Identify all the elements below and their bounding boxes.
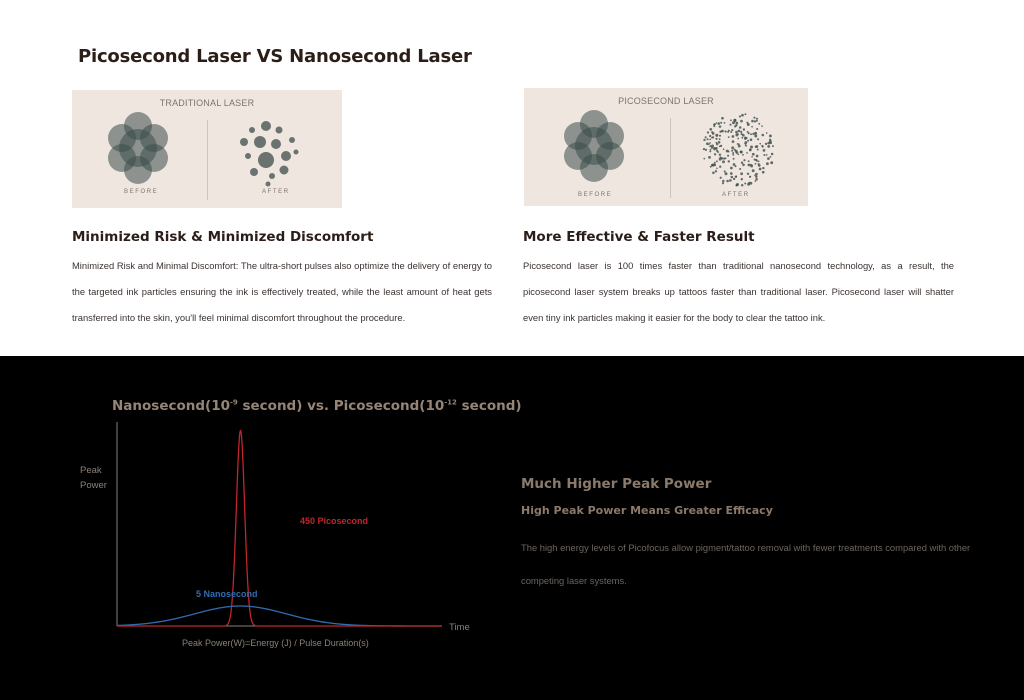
ink-dust-particle bbox=[730, 131, 732, 133]
after-caption: AFTER bbox=[722, 192, 750, 198]
ink-dust-particle bbox=[742, 134, 745, 137]
ink-dust-particle bbox=[732, 135, 735, 138]
ink-dust-particle bbox=[719, 125, 722, 128]
ink-dust-particle bbox=[714, 153, 716, 155]
ink-cluster-before bbox=[564, 110, 624, 182]
ink-dust-particle bbox=[759, 143, 761, 145]
ink-dust-particle bbox=[762, 171, 765, 174]
ink-dust-particle bbox=[767, 157, 770, 160]
picosecond-laser-illustration bbox=[524, 88, 808, 206]
ink-dust-particle bbox=[719, 153, 721, 155]
ink-dust-particle bbox=[762, 167, 764, 169]
ink-dust-particle bbox=[746, 122, 748, 124]
ink-dust-particle bbox=[723, 148, 725, 150]
ink-dust-particle bbox=[731, 129, 733, 131]
ink-dust-particle bbox=[742, 164, 745, 167]
ink-dust-particle bbox=[723, 157, 725, 159]
ink-dust-particle bbox=[749, 176, 751, 178]
peak-power-formula: Peak Power(W)=Energy (J) / Pulse Duration(s) bbox=[182, 638, 369, 648]
ink-dust-particle bbox=[715, 138, 717, 140]
ink-dust-particle bbox=[765, 143, 767, 145]
nanosecond-pulse-line bbox=[117, 606, 442, 626]
ink-dust-particle bbox=[720, 177, 722, 179]
ink-dust-particle bbox=[737, 138, 739, 140]
ink-fragments-after bbox=[240, 121, 299, 187]
ink-dust-particle bbox=[755, 163, 757, 165]
ink-dust-particle bbox=[756, 118, 758, 120]
ink-dust-particle bbox=[717, 122, 720, 125]
ink-dust-particle bbox=[710, 149, 712, 151]
ink-dust-particle bbox=[730, 176, 733, 179]
ink-dust-particle bbox=[763, 149, 766, 152]
ink-dust-particle bbox=[772, 145, 774, 147]
ink-dust-particle bbox=[712, 136, 714, 138]
ink-dust-particle bbox=[721, 158, 723, 160]
ink-dust-particle bbox=[739, 126, 742, 129]
ink-dust-particle bbox=[733, 178, 735, 180]
ink-dust-particle bbox=[714, 123, 716, 125]
ink-dust-particle bbox=[742, 154, 744, 156]
ink-dust-particle bbox=[733, 163, 736, 166]
left-section-body: Minimized Risk and Minimal Discomfort: The ultra-short pulses also optimize the delivery of energy to the targeted ink particles ensuring the ink is effectively treated, while the least amount of heat gets transferred into the skin, you'll feel minimal discomfort throughout the procedure. bbox=[72, 260, 492, 323]
ink-dust-particle bbox=[756, 155, 759, 158]
ink-dust-particle bbox=[732, 140, 735, 143]
ink-dust-particle bbox=[709, 139, 711, 141]
ink-dust-particle bbox=[759, 168, 762, 171]
ink-dust-particle bbox=[718, 141, 721, 144]
ink-dust-particle bbox=[748, 160, 750, 162]
ink-dust-particle bbox=[741, 178, 743, 180]
ink-dust-particle bbox=[735, 131, 738, 134]
ink-dust-particle bbox=[766, 132, 768, 134]
ink-dust-particle bbox=[703, 139, 705, 141]
traditional-laser-panel bbox=[72, 90, 342, 208]
chart-title: $Nanosecond(10^{-9}$ second) vs. $Picosecond(10^{-12}$ second) bbox=[112, 398, 522, 414]
ink-dust-particle bbox=[758, 123, 760, 125]
ink-dust-particle bbox=[724, 130, 726, 132]
ink-dust-particle bbox=[722, 180, 725, 183]
ink-dust-particle bbox=[762, 134, 765, 137]
ink-dust-particle bbox=[726, 180, 729, 183]
feature-body: The high energy levels of Picofocus allow pigment/tattoo removal with fewer treatments compared with other competing laser systems. bbox=[521, 542, 971, 586]
ink-dust-particle bbox=[711, 131, 713, 133]
page-title: Picosecond Laser VS Nanosecond Laser bbox=[78, 46, 472, 67]
ink-dust-particle bbox=[763, 154, 765, 156]
ink-cluster-before bbox=[108, 112, 168, 184]
ink-dust-particle bbox=[710, 166, 712, 168]
ink-dust-particle bbox=[748, 164, 751, 167]
ink-dust-particle bbox=[771, 153, 774, 156]
ink-dust-particle bbox=[744, 183, 746, 185]
ink-dust-particle bbox=[722, 182, 724, 184]
ink-dust-particle bbox=[709, 145, 711, 147]
ink-dust-particle bbox=[757, 149, 759, 151]
ink-dust-particle bbox=[716, 150, 718, 152]
ink-dust-particle bbox=[732, 154, 734, 156]
ink-dust-particle bbox=[711, 147, 713, 149]
x-axis-label: Time bbox=[449, 622, 470, 633]
ink-dust-particle bbox=[719, 135, 721, 137]
ink-dust-particle bbox=[730, 172, 733, 175]
ink-dust-particle bbox=[751, 156, 753, 158]
ink-dust-particle bbox=[761, 145, 763, 147]
ink-dust-particle bbox=[709, 150, 711, 152]
ink-dust-particle bbox=[725, 172, 728, 175]
ink-dust-particle bbox=[738, 143, 740, 145]
ink-dust-particle bbox=[747, 131, 749, 133]
ink-dust-particle bbox=[758, 160, 760, 162]
traditional-laser-label: TRADITIONAL LASER bbox=[159, 98, 255, 108]
ink-dust-particle bbox=[716, 160, 718, 162]
ink-dust-particle bbox=[744, 113, 746, 115]
ink-dust-particle bbox=[745, 145, 747, 147]
ink-dust-particle bbox=[752, 153, 755, 156]
ink-dust-particle bbox=[724, 122, 726, 124]
right-section-title: More Effective & Faster Result bbox=[523, 229, 755, 245]
ink-dust-particle bbox=[741, 184, 743, 186]
ink-dust-particle bbox=[769, 134, 772, 137]
ink-dust-particle bbox=[743, 159, 745, 161]
ink-dust-particle bbox=[735, 175, 737, 177]
ink-dust-particle bbox=[719, 146, 721, 148]
ink-dust-particle bbox=[703, 148, 705, 150]
ink-dust-particle bbox=[707, 131, 709, 133]
ink-dust-particle bbox=[754, 135, 757, 138]
ink-dust-particle bbox=[754, 159, 756, 161]
ink-dust-particle bbox=[738, 130, 741, 133]
ink-dust-particle bbox=[755, 146, 757, 148]
ink-dust-particle bbox=[721, 117, 724, 120]
ink-dust-particle bbox=[755, 173, 758, 176]
ink-dust-particle bbox=[741, 162, 743, 164]
feature-title: Much Higher Peak Power bbox=[521, 476, 712, 492]
ink-dust-particle bbox=[708, 156, 711, 159]
ink-dust-particle bbox=[751, 126, 753, 128]
ink-dust-particle bbox=[750, 133, 752, 135]
ink-dust-particle bbox=[766, 154, 768, 156]
ink-dust-particle bbox=[730, 167, 733, 170]
ink-dust-particle bbox=[749, 149, 751, 151]
nanosecond-series-label: 5 Nanosecond bbox=[196, 589, 258, 599]
ink-dust-particle bbox=[740, 120, 743, 123]
right-section-body: Picosecond laser is 100 times faster than traditional nanosecond technology, as a result, the picosecond laser system breaks up tattoos faster than traditional laser. Picosecond laser will shatter even tiny ink particles making it easier for the body to clear the tattoo ink. bbox=[523, 260, 954, 323]
ink-dust-particle bbox=[751, 120, 754, 123]
ink-dust-particle bbox=[739, 115, 741, 117]
ink-dust-particle bbox=[754, 120, 756, 122]
ink-dust-particle bbox=[739, 168, 741, 170]
ink-dust-particle bbox=[714, 162, 716, 164]
ink-dust-particle bbox=[732, 121, 735, 124]
y-axis-label: Peak Power bbox=[80, 465, 107, 491]
picosecond-laser-panel bbox=[524, 88, 808, 206]
ink-dust-particle bbox=[708, 143, 710, 145]
ink-dust-particle bbox=[736, 151, 739, 154]
ink-dust-particle bbox=[733, 158, 735, 160]
ink-dust-particle bbox=[756, 128, 758, 130]
ink-dust-particle bbox=[745, 141, 748, 144]
ink-dust-particle bbox=[727, 155, 729, 157]
ink-dust-particle bbox=[755, 175, 758, 178]
before-caption: BEFORE bbox=[124, 189, 159, 195]
ink-dust-particle bbox=[736, 183, 739, 186]
ink-dust-particle bbox=[711, 164, 714, 167]
ink-dust-particle bbox=[715, 170, 717, 172]
ink-dust-particle bbox=[716, 142, 718, 144]
ink-dust-particle bbox=[731, 150, 733, 152]
ink-dust-particle bbox=[716, 167, 718, 169]
ink-dust-particle bbox=[741, 137, 743, 139]
ink-dust-particle bbox=[747, 173, 749, 175]
ink-dust-particle bbox=[740, 151, 743, 154]
ink-dust-particle bbox=[729, 179, 732, 182]
picosecond-pulse-line bbox=[117, 430, 442, 626]
ink-dust-particle bbox=[728, 136, 730, 138]
ink-dust-particle bbox=[752, 133, 754, 135]
ink-dust-particle bbox=[756, 120, 758, 122]
after-caption: AFTER bbox=[262, 189, 290, 195]
ink-dust-particle bbox=[757, 138, 759, 140]
ink-dust-particle bbox=[758, 164, 761, 167]
ink-dust-particle bbox=[734, 125, 736, 127]
picosecond-series-label: 450 Picosecond bbox=[300, 516, 369, 526]
ink-dust-particle bbox=[713, 125, 715, 127]
ink-dust-after bbox=[703, 113, 774, 186]
ink-dust-particle bbox=[767, 142, 770, 145]
ink-dust-particle bbox=[709, 128, 712, 131]
feature-subtitle: High Peak Power Means Greater Efficacy bbox=[521, 504, 773, 517]
ink-dust-particle bbox=[755, 178, 758, 181]
ink-dust-particle bbox=[730, 119, 732, 121]
left-section-title: Minimized Risk & Minimized Discomfort bbox=[72, 229, 374, 245]
ink-dust-particle bbox=[753, 117, 755, 119]
before-caption: BEFORE bbox=[578, 192, 613, 198]
ink-dust-particle bbox=[705, 136, 707, 138]
ink-dust-particle bbox=[709, 135, 711, 137]
ink-dust-particle bbox=[722, 160, 725, 163]
ink-dust-particle bbox=[752, 169, 755, 172]
ink-dust-particle bbox=[743, 128, 745, 130]
panel-divider bbox=[670, 118, 671, 198]
ink-dust-particle bbox=[705, 149, 707, 151]
ink-dust-particle bbox=[740, 131, 742, 133]
ink-dust-particle bbox=[727, 131, 729, 133]
panel-divider bbox=[207, 120, 208, 200]
ink-dust-particle bbox=[769, 139, 771, 141]
ink-dust-particle bbox=[741, 114, 744, 117]
ink-dust-particle bbox=[726, 150, 729, 153]
ink-dust-particle bbox=[770, 161, 773, 164]
ink-dust-particle bbox=[716, 122, 718, 124]
ink-dust-particle bbox=[770, 156, 772, 158]
pulse-chart bbox=[0, 356, 500, 700]
ink-dust-particle bbox=[767, 145, 770, 148]
ink-dust-particle bbox=[707, 138, 709, 140]
ink-dust-particle bbox=[729, 124, 731, 126]
ink-dust-particle bbox=[761, 125, 763, 127]
ink-dust-particle bbox=[735, 122, 738, 125]
ink-dust-particle bbox=[733, 119, 736, 122]
ink-dust-particle bbox=[712, 172, 715, 175]
ink-dust-particle bbox=[750, 146, 753, 149]
ink-dust-particle bbox=[737, 154, 739, 156]
ink-dust-particle bbox=[720, 122, 722, 124]
ink-dust-particle bbox=[703, 158, 705, 160]
ink-dust-particle bbox=[731, 146, 734, 149]
ink-dust-particle bbox=[740, 172, 743, 175]
ink-dust-particle bbox=[719, 166, 721, 168]
picosecond-laser-label: PICOSECOND LASER bbox=[618, 96, 714, 106]
ink-dust-particle bbox=[750, 138, 753, 141]
ink-dust-particle bbox=[755, 180, 757, 182]
ink-dust-particle bbox=[728, 160, 730, 162]
ink-dust-particle bbox=[724, 170, 726, 172]
ink-dust-particle bbox=[719, 131, 721, 133]
ink-dust-particle bbox=[744, 136, 746, 138]
ink-dust-particle bbox=[732, 152, 734, 154]
ink-dust-particle bbox=[719, 138, 721, 140]
ink-dust-particle bbox=[766, 162, 769, 165]
ink-dust-particle bbox=[746, 152, 748, 154]
ink-dust-particle bbox=[713, 147, 716, 150]
ink-dust-particle bbox=[715, 134, 718, 137]
ink-dust-particle bbox=[747, 140, 749, 142]
ink-dust-particle bbox=[737, 133, 739, 135]
ink-dust-particle bbox=[747, 183, 750, 186]
ink-dust-particle bbox=[750, 165, 753, 168]
